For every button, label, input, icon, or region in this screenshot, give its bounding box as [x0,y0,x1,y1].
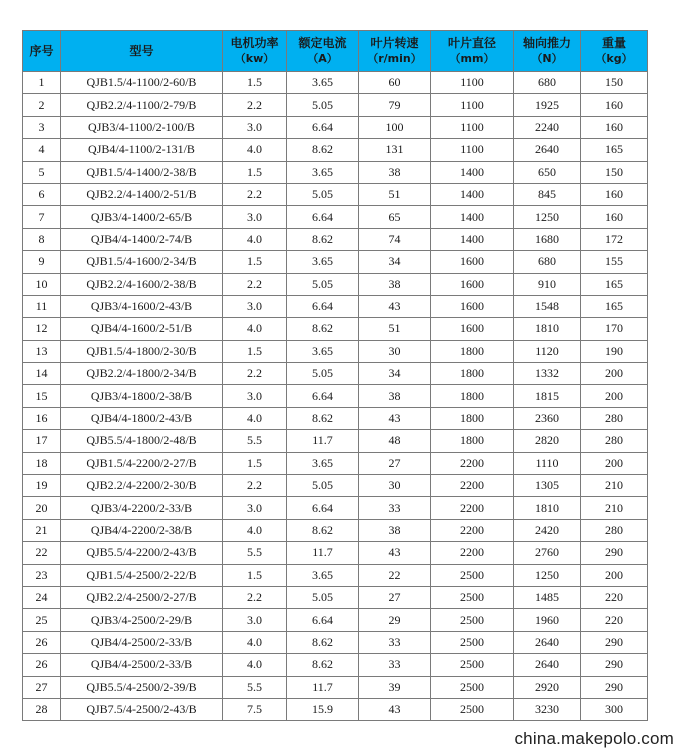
cell-index: 14 [23,363,61,385]
cell-index: 17 [23,430,61,452]
cell-power: 5.5 [223,676,287,698]
cell-current: 8.62 [287,228,359,250]
cell-thrust: 2760 [514,542,581,564]
cell-index: 26 [23,654,61,676]
cell-index: 18 [23,452,61,474]
cell-model: QJB7.5/4-2500/2-43/B [61,698,223,720]
cell-power: 1.5 [223,72,287,94]
cell-current: 3.65 [287,340,359,362]
cell-model: QJB2.2/4-1400/2-51/B [61,183,223,205]
spec-table [22,30,648,721]
cell-model: QJB3/4-1400/2-65/B [61,206,223,228]
cell-model: QJB1.5/4-1400/2-38/B [61,161,223,183]
cell-current: 8.62 [287,318,359,340]
header-row [23,31,648,72]
cell-speed: 29 [359,609,431,631]
cell-power: 1.5 [223,340,287,362]
cell-current: 11.7 [287,676,359,698]
cell-model: QJB1.5/4-2200/2-27/B [61,452,223,474]
cell-current: 5.05 [287,273,359,295]
cell-diameter: 1800 [431,363,514,385]
cell-weight: 200 [581,385,648,407]
cell-thrust: 1332 [514,363,581,385]
cell-index: 19 [23,475,61,497]
cell-diameter: 1100 [431,139,514,161]
cell-thrust: 1548 [514,295,581,317]
cell-thrust: 1680 [514,228,581,250]
cell-current: 6.64 [287,295,359,317]
cell-index: 10 [23,273,61,295]
table-row [23,698,648,720]
cell-weight: 210 [581,497,648,519]
cell-thrust: 2920 [514,676,581,698]
cell-thrust: 1305 [514,475,581,497]
cell-power: 1.5 [223,452,287,474]
cell-current: 6.64 [287,609,359,631]
cell-speed: 34 [359,363,431,385]
cell-power: 3.0 [223,116,287,138]
table-row [23,497,648,519]
table-row [23,251,648,273]
cell-thrust: 2240 [514,116,581,138]
table-row [23,564,648,586]
cell-power: 3.0 [223,385,287,407]
cell-weight: 160 [581,183,648,205]
table-row [23,228,648,250]
cell-speed: 38 [359,161,431,183]
cell-model: QJB1.5/4-2500/2-22/B [61,564,223,586]
cell-speed: 43 [359,542,431,564]
cell-thrust: 2640 [514,631,581,653]
cell-index: 9 [23,251,61,273]
cell-diameter: 1600 [431,295,514,317]
table-row [23,72,648,94]
col-header-model: 型号 [61,31,223,72]
table-row [23,631,648,653]
cell-diameter: 2500 [431,586,514,608]
cell-weight: 290 [581,676,648,698]
cell-diameter: 2500 [431,609,514,631]
cell-power: 2.2 [223,475,287,497]
cell-diameter: 2500 [431,654,514,676]
cell-power: 4.0 [223,407,287,429]
cell-index: 23 [23,564,61,586]
cell-weight: 155 [581,251,648,273]
cell-model: QJB4/4-1800/2-43/B [61,407,223,429]
cell-index: 13 [23,340,61,362]
cell-thrust: 680 [514,72,581,94]
cell-speed: 27 [359,452,431,474]
cell-speed: 38 [359,273,431,295]
cell-speed: 30 [359,475,431,497]
cell-speed: 33 [359,497,431,519]
watermark: china.makepolo.com [514,729,674,748]
table-row [23,407,648,429]
cell-power: 4.0 [223,139,287,161]
cell-diameter: 2200 [431,542,514,564]
col-header-power: 电机功率 （kw） [223,31,287,72]
cell-model: QJB4/4-1100/2-131/B [61,139,223,161]
cell-index: 2 [23,94,61,116]
cell-model: QJB4/4-1400/2-74/B [61,228,223,250]
cell-current: 3.65 [287,72,359,94]
cell-speed: 38 [359,519,431,541]
cell-weight: 150 [581,72,648,94]
table-row [23,519,648,541]
cell-thrust: 1485 [514,586,581,608]
cell-power: 1.5 [223,564,287,586]
cell-current: 5.05 [287,183,359,205]
cell-thrust: 650 [514,161,581,183]
table-row [23,430,648,452]
cell-current: 6.64 [287,497,359,519]
cell-speed: 51 [359,318,431,340]
cell-model: QJB2.2/4-1800/2-34/B [61,363,223,385]
cell-speed: 27 [359,586,431,608]
cell-current: 5.05 [287,586,359,608]
cell-speed: 22 [359,564,431,586]
cell-model: QJB4/4-2500/2-33/B [61,631,223,653]
cell-speed: 38 [359,385,431,407]
table-row [23,475,648,497]
cell-current: 8.62 [287,519,359,541]
cell-speed: 65 [359,206,431,228]
cell-weight: 165 [581,139,648,161]
cell-model: QJB3/4-2500/2-29/B [61,609,223,631]
cell-thrust: 1110 [514,452,581,474]
cell-power: 2.2 [223,183,287,205]
cell-weight: 150 [581,161,648,183]
table-row [23,94,648,116]
table-row [23,139,648,161]
cell-power: 1.5 [223,251,287,273]
cell-model: QJB1.5/4-1600/2-34/B [61,251,223,273]
table-row [23,161,648,183]
table-body [23,72,648,721]
table-row [23,452,648,474]
cell-weight: 200 [581,363,648,385]
cell-diameter: 1800 [431,340,514,362]
cell-current: 5.05 [287,475,359,497]
cell-power: 2.2 [223,586,287,608]
col-header-weight: 重量 （kg） [581,31,648,72]
cell-speed: 43 [359,407,431,429]
cell-power: 4.0 [223,631,287,653]
cell-speed: 33 [359,631,431,653]
cell-power: 5.5 [223,430,287,452]
cell-weight: 170 [581,318,648,340]
cell-current: 8.62 [287,139,359,161]
cell-thrust: 680 [514,251,581,273]
cell-index: 21 [23,519,61,541]
cell-current: 3.65 [287,161,359,183]
table-row [23,676,648,698]
cell-thrust: 2360 [514,407,581,429]
cell-diameter: 1600 [431,273,514,295]
cell-thrust: 1810 [514,318,581,340]
cell-weight: 280 [581,430,648,452]
cell-speed: 74 [359,228,431,250]
cell-model: QJB3/4-1600/2-43/B [61,295,223,317]
table-row [23,340,648,362]
cell-index: 16 [23,407,61,429]
cell-weight: 165 [581,273,648,295]
cell-current: 6.64 [287,116,359,138]
cell-power: 2.2 [223,363,287,385]
cell-power: 3.0 [223,206,287,228]
cell-diameter: 2200 [431,519,514,541]
cell-index: 22 [23,542,61,564]
cell-weight: 200 [581,564,648,586]
cell-speed: 60 [359,72,431,94]
table-row [23,183,648,205]
cell-current: 15.9 [287,698,359,720]
cell-weight: 290 [581,654,648,676]
cell-thrust: 1250 [514,564,581,586]
cell-speed: 30 [359,340,431,362]
cell-speed: 43 [359,295,431,317]
cell-index: 3 [23,116,61,138]
cell-weight: 300 [581,698,648,720]
cell-power: 5.5 [223,542,287,564]
cell-index: 26 [23,631,61,653]
cell-current: 5.05 [287,363,359,385]
cell-diameter: 2200 [431,475,514,497]
cell-current: 11.7 [287,542,359,564]
col-header-thrust: 轴向推力 （N） [514,31,581,72]
cell-thrust: 2640 [514,139,581,161]
cell-power: 3.0 [223,609,287,631]
cell-model: QJB4/4-2200/2-38/B [61,519,223,541]
cell-weight: 190 [581,340,648,362]
cell-weight: 160 [581,206,648,228]
cell-thrust: 845 [514,183,581,205]
cell-thrust: 2820 [514,430,581,452]
cell-index: 25 [23,609,61,631]
cell-model: QJB5.5/4-2200/2-43/B [61,542,223,564]
cell-weight: 290 [581,542,648,564]
cell-weight: 220 [581,586,648,608]
table-row [23,116,648,138]
cell-index: 28 [23,698,61,720]
cell-power: 4.0 [223,519,287,541]
cell-diameter: 1400 [431,183,514,205]
cell-speed: 131 [359,139,431,161]
cell-weight: 280 [581,519,648,541]
col-header-diameter: 叶片直径 （mm） [431,31,514,72]
cell-speed: 39 [359,676,431,698]
cell-model: QJB2.2/4-2200/2-30/B [61,475,223,497]
cell-model: QJB4/4-2500/2-33/B [61,654,223,676]
cell-model: QJB5.5/4-2500/2-39/B [61,676,223,698]
cell-speed: 33 [359,654,431,676]
cell-thrust: 1250 [514,206,581,228]
cell-current: 6.64 [287,385,359,407]
cell-weight: 210 [581,475,648,497]
col-header-speed: 叶片转速 （r/min） [359,31,431,72]
cell-weight: 290 [581,631,648,653]
cell-index: 4 [23,139,61,161]
cell-model: QJB1.5/4-1800/2-30/B [61,340,223,362]
cell-diameter: 1800 [431,385,514,407]
cell-weight: 220 [581,609,648,631]
col-header-current: 额定电流 （A） [287,31,359,72]
cell-model: QJB2.2/4-1600/2-38/B [61,273,223,295]
cell-diameter: 2500 [431,564,514,586]
table-row [23,318,648,340]
cell-speed: 79 [359,94,431,116]
table-row [23,295,648,317]
table-row [23,363,648,385]
table-row [23,609,648,631]
cell-model: QJB5.5/4-1800/2-48/B [61,430,223,452]
cell-power: 4.0 [223,228,287,250]
cell-weight: 160 [581,94,648,116]
cell-diameter: 1400 [431,206,514,228]
cell-diameter: 2200 [431,452,514,474]
cell-model: QJB4/4-1600/2-51/B [61,318,223,340]
cell-index: 24 [23,586,61,608]
cell-current: 3.65 [287,564,359,586]
cell-weight: 160 [581,116,648,138]
cell-speed: 51 [359,183,431,205]
cell-speed: 48 [359,430,431,452]
cell-thrust: 1960 [514,609,581,631]
cell-index: 8 [23,228,61,250]
cell-power: 2.2 [223,94,287,116]
cell-model: QJB2.2/4-2500/2-27/B [61,586,223,608]
cell-current: 6.64 [287,206,359,228]
cell-diameter: 1800 [431,430,514,452]
cell-model: QJB3/4-1800/2-38/B [61,385,223,407]
cell-index: 6 [23,183,61,205]
cell-index: 11 [23,295,61,317]
cell-power: 2.2 [223,273,287,295]
cell-thrust: 1120 [514,340,581,362]
cell-thrust: 1815 [514,385,581,407]
cell-speed: 34 [359,251,431,273]
cell-thrust: 1925 [514,94,581,116]
cell-diameter: 1100 [431,72,514,94]
cell-thrust: 2420 [514,519,581,541]
cell-diameter: 1400 [431,228,514,250]
cell-diameter: 1100 [431,116,514,138]
cell-thrust: 2640 [514,654,581,676]
cell-power: 4.0 [223,318,287,340]
cell-speed: 43 [359,698,431,720]
cell-diameter: 1600 [431,251,514,273]
cell-power: 3.0 [223,295,287,317]
cell-weight: 280 [581,407,648,429]
cell-current: 8.62 [287,631,359,653]
cell-model: QJB3/4-2200/2-33/B [61,497,223,519]
cell-model: QJB1.5/4-1100/2-60/B [61,72,223,94]
cell-current: 11.7 [287,430,359,452]
cell-diameter: 1800 [431,407,514,429]
cell-current: 3.65 [287,452,359,474]
table-row [23,586,648,608]
cell-weight: 200 [581,452,648,474]
cell-weight: 165 [581,295,648,317]
table-row [23,206,648,228]
cell-thrust: 910 [514,273,581,295]
cell-thrust: 3230 [514,698,581,720]
cell-diameter: 1400 [431,161,514,183]
cell-index: 7 [23,206,61,228]
cell-power: 7.5 [223,698,287,720]
col-header-index: 序号 [23,31,61,72]
cell-diameter: 1600 [431,318,514,340]
cell-power: 1.5 [223,161,287,183]
cell-diameter: 1100 [431,94,514,116]
cell-current: 3.65 [287,251,359,273]
cell-index: 5 [23,161,61,183]
cell-diameter: 2500 [431,676,514,698]
cell-index: 15 [23,385,61,407]
cell-index: 20 [23,497,61,519]
table-row [23,385,648,407]
cell-diameter: 2500 [431,698,514,720]
cell-current: 5.05 [287,94,359,116]
cell-model: QJB2.2/4-1100/2-79/B [61,94,223,116]
cell-power: 3.0 [223,497,287,519]
cell-speed: 100 [359,116,431,138]
table-row [23,273,648,295]
cell-diameter: 2200 [431,497,514,519]
table-row [23,542,648,564]
cell-thrust: 1810 [514,497,581,519]
cell-weight: 172 [581,228,648,250]
cell-index: 27 [23,676,61,698]
cell-index: 12 [23,318,61,340]
cell-model: QJB3/4-1100/2-100/B [61,116,223,138]
cell-power: 4.0 [223,654,287,676]
cell-current: 8.62 [287,654,359,676]
cell-current: 8.62 [287,407,359,429]
cell-index: 1 [23,72,61,94]
table-row [23,654,648,676]
cell-diameter: 2500 [431,631,514,653]
